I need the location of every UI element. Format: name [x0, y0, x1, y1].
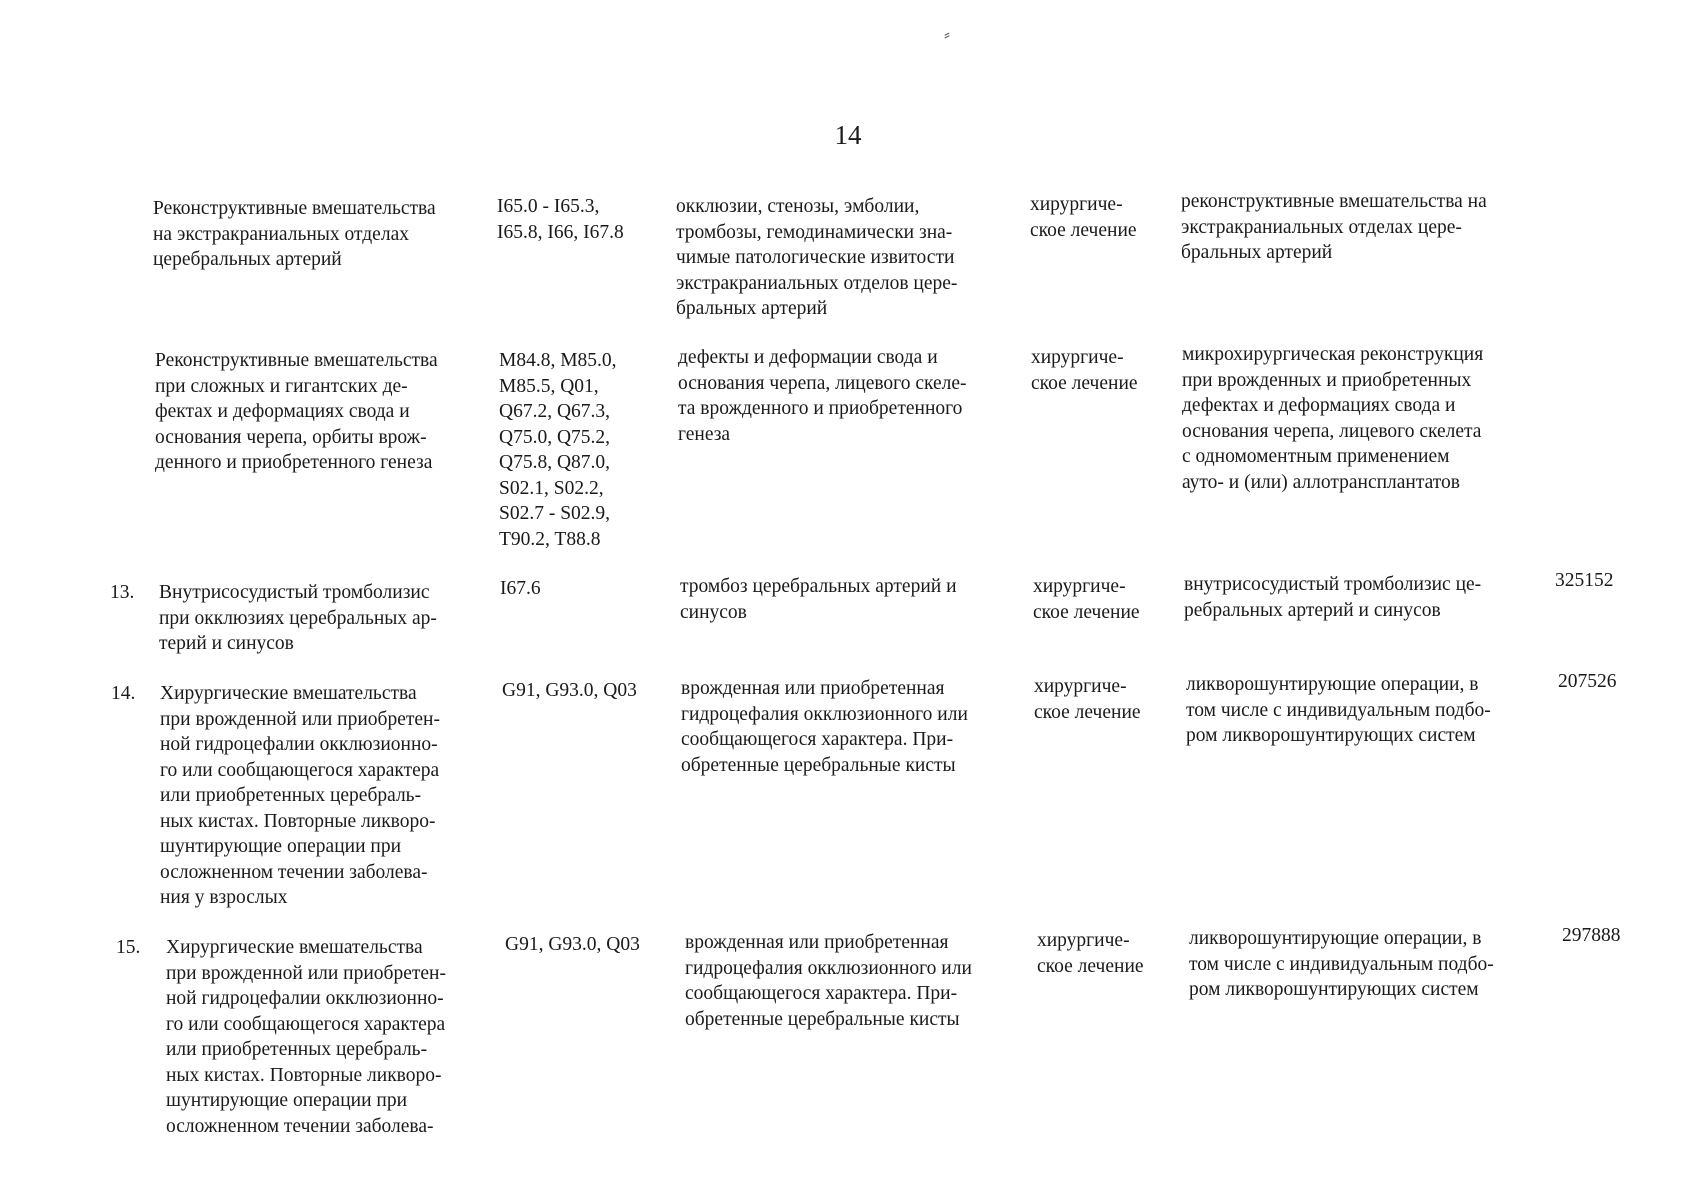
row-method: микрохирургическая реконструкция при врожденных и приобретенных дефектах и деформациях свода и основания черепа, лицевого скелета с одномоментным применением ауто- и (или) аллотрансплантатов: [1182, 344, 1484, 493]
row-cost: 207526: [1558, 671, 1617, 692]
row-method: ликворошунтирующие операции, в том числе с индивидуальным подбо- ром ликворошунтирующих систем: [1189, 928, 1494, 1000]
row-model: врожденная или приобретенная гидроцефалия окклюзионного или сообщающегося характера. При- обретенные церебральные кисты: [685, 932, 972, 1030]
row-codes: M84.8, M85.0, M85.5, Q01, Q67.2, Q67.3, Q75.0, Q75.2, Q75.8, Q87.0, S02.1, S02.2, S02.7 - S02.9, T90.2, T88.8: [499, 350, 617, 550]
row-treatment-type: хирургиче- ское лечение: [1030, 194, 1137, 241]
row-number: 15.: [116, 937, 141, 958]
row-name: Хирургические вмешательства при врожденной или приобретен- ной гидроцефалии окклюзионно- го или сообщающегося характера или приобретенных церебраль- ных кистах. Повторные ликворо- шунтирующие операции при осложненном течении заболева-: [166, 937, 446, 1137]
page-mark: ⸗: [944, 24, 950, 44]
row-model: дефекты и деформации свода и основания черепа, лицевого скеле- та врожденного и приобретенного генеза: [678, 347, 967, 445]
row-number: 13.: [110, 582, 135, 603]
row-cost: 297888: [1562, 925, 1621, 946]
row-treatment-type: хирургиче- ское лечение: [1031, 347, 1138, 394]
row-method: ликворошунтирующие операции, в том числе с индивидуальным подбо- ром ликворошунтирующих систем: [1186, 674, 1491, 746]
row-codes: G91, G93.0, Q03: [505, 934, 640, 955]
row-model: тромбоз церебральных артерий и синусов: [680, 576, 957, 623]
row-model: врожденная или приобретенная гидроцефалия окклюзионного или сообщающегося характера. При- обретенные церебральные кисты: [681, 678, 968, 776]
row-name: Реконструктивные вмешательства при сложных и гигантских де- фектах и деформациях свода и основания черепа, орбиты врож- денного и приобретенного генеза: [155, 350, 438, 473]
row-treatment-type: хирургиче- ское лечение: [1037, 930, 1144, 977]
row-codes: G91, G93.0, Q03: [502, 680, 637, 701]
row-method: реконструктивные вмешательства на экстракраниальных отделах цере- бральных артерий: [1181, 191, 1487, 263]
row-name: Хирургические вмешательства при врожденной или приобретен- ной гидроцефалии окклюзионно- го или сообщающегося характера или приобретенных церебраль- ных кистах. Повторные ликворо- шунтирующие операции при осложненном течении заболева- ния у взрослых: [160, 683, 440, 908]
row-model: окклюзии, стенозы, эмболии, тромбозы, гемодинамически зна- чимые патологические извитости экстракраниальных отделов цере- бральных артерий: [676, 196, 958, 319]
page-number: 14: [834, 120, 862, 150]
row-treatment-type: хирургиче- ское лечение: [1033, 576, 1140, 623]
row-name: Реконструктивные вмешательства на экстракраниальных отделах церебральных артерий: [153, 198, 436, 270]
row-treatment-type: хирургиче- ское лечение: [1034, 676, 1141, 723]
row-codes: I67.6: [500, 578, 541, 599]
row-name: Внутрисосудистый тромболизис при окклюзиях церебральных ар- терий и синусов: [159, 582, 437, 654]
row-method: внутрисосудистый тромболизис це- ребральных артерий и синусов: [1184, 574, 1482, 621]
row-number: 14.: [111, 683, 136, 704]
row-codes: I65.0 - I65.3, I65.8, I66, I67.8: [497, 196, 624, 243]
row-cost: 325152: [1555, 570, 1614, 591]
